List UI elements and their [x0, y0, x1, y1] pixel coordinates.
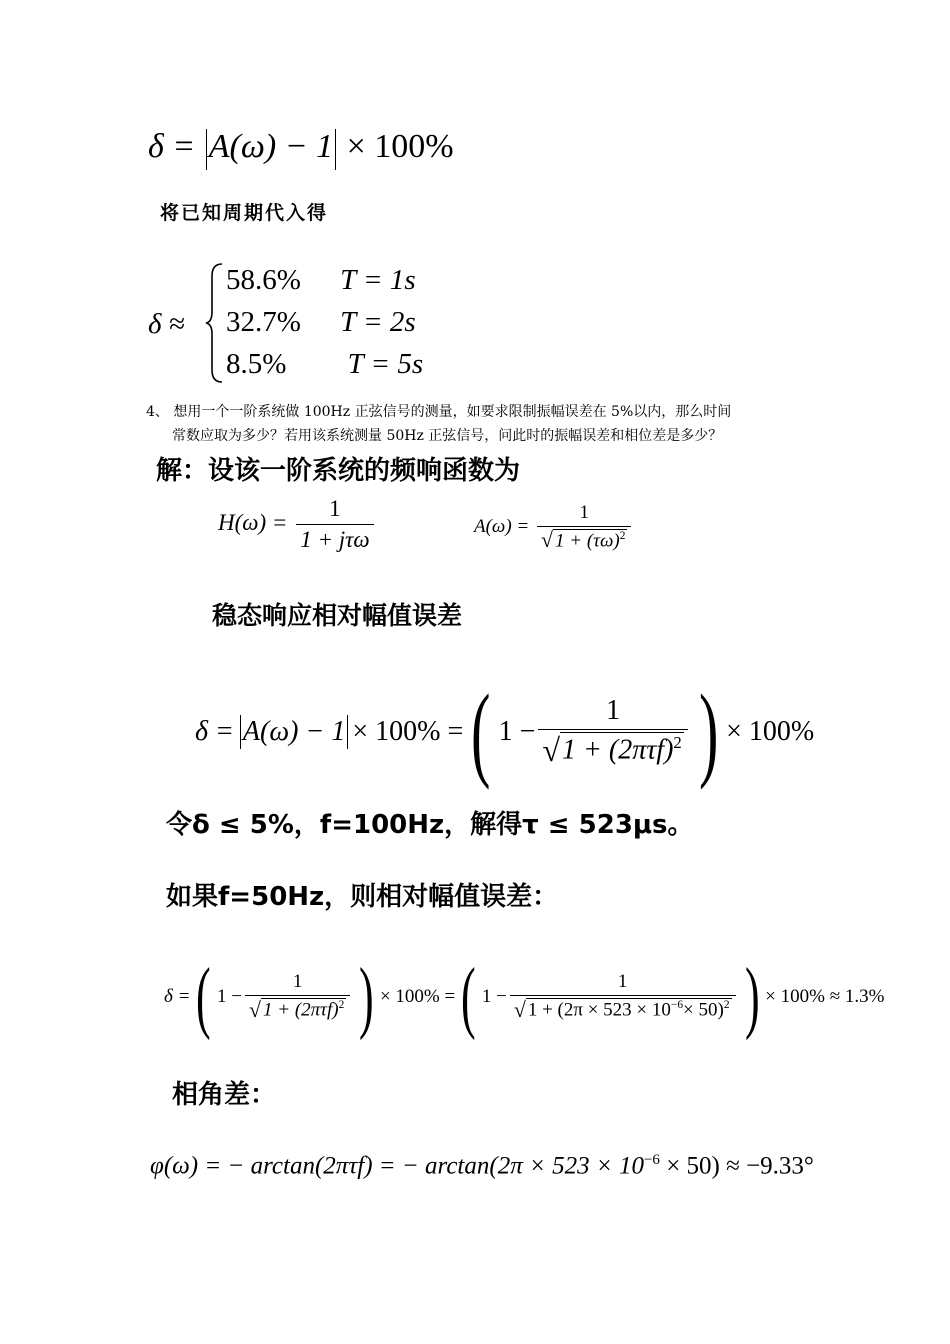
cases-row-3 [226, 348, 423, 381]
delta-denominator [538, 729, 687, 769]
delta-mid: × 100% = [352, 716, 464, 747]
eq1-body: A(ω) − 1 [208, 128, 334, 165]
f50-sqrt-1: √ $1 + (2\pi\tau f)^2$ [249, 997, 345, 1022]
f50-exponent-1: 2 [338, 999, 345, 1012]
cases-lhs: δ ≈ [148, 308, 185, 340]
case-condition: T = 2s [340, 306, 416, 338]
abs-bar-left [240, 715, 241, 749]
H-numerator: 1 [329, 496, 341, 521]
A-exponent: 2 [619, 530, 626, 542]
eq1-tail: × 100% [346, 128, 454, 165]
left-paren: ( [461, 953, 476, 1041]
H-lhs: H(ω) = [218, 509, 288, 535]
f50-lhs: δ = [164, 986, 191, 1007]
note-substitute: 将已知周期代入得 [160, 202, 329, 224]
abs-bar-right [335, 129, 336, 170]
delta-abs-body: A(ω) − 1 [242, 716, 346, 747]
A-sqrt: √ $1 + (\tau\omega)^2$ [541, 528, 626, 553]
right-paren: ) [698, 673, 719, 790]
A-radicand: 1 + (τω) [555, 530, 620, 552]
delta-equation [195, 673, 815, 790]
A-fraction [537, 502, 631, 553]
f50-equation [164, 953, 885, 1041]
right-paren: ) [359, 953, 374, 1041]
f50-denominator-2 [510, 995, 736, 1022]
f50-tail: × 100% ≈ 1.3% [765, 986, 885, 1007]
f50-radicand-2: 1 + (2π × 523 × 10 [527, 999, 671, 1021]
A-formula [474, 502, 634, 553]
H-formula [218, 496, 377, 553]
f50-mid: × 100% = [379, 986, 456, 1007]
abs-bar-left [206, 129, 207, 170]
question-number: 4、 [146, 404, 169, 420]
solution-intro: 解：设该一阶系统的频响函数为 [156, 456, 521, 486]
f50-exponent-2: 2 [723, 999, 730, 1012]
phase-exponent: −6 [643, 1152, 660, 1168]
question-text-1: 想用一个一阶系统做 100Hz 正弦信号的测量，如要求限制振幅误差在 5%以内，那么时间 [173, 404, 732, 420]
f50-fraction-1 [245, 971, 350, 1022]
cases-brace [204, 262, 224, 384]
A-denominator [537, 526, 631, 553]
case-value: 32.7% [226, 306, 301, 338]
f50-numerator-1: 1 [292, 971, 303, 993]
case-condition: T = 5s [347, 348, 424, 380]
f50-line: 如果f=50Hz，则相对幅值误差： [166, 882, 559, 912]
cases-row-2 [226, 306, 416, 339]
f50-radicand-1: 1 + (2πτf) [263, 999, 339, 1021]
delta-radicand: 1 + (2πτf) [562, 734, 674, 766]
right-paren: ) [744, 953, 760, 1041]
case-condition: T = 1s [340, 264, 416, 296]
delta-sqrt: √ $1 + (2\pi\tau f)^2$ [542, 732, 682, 769]
question-line-2: 常数应取为多少？若用该系统测量 50Hz 正弦信号，问此时的振幅误差和相位差是多少？ [172, 428, 723, 444]
phase-equation [150, 1152, 814, 1180]
delta-fraction [538, 695, 687, 769]
f50-sqrt-2: √ $1 + (2\pi \times 523 \times 10^{-6}\times 50)^2$ [513, 997, 730, 1022]
steady-title: 稳态响应相对幅值误差 [212, 601, 463, 630]
phase-part-1: φ(ω) = − arctan(2πτf) = − arctan(2π × 523 × 10 [150, 1152, 644, 1180]
f50-denominator-1 [245, 995, 350, 1022]
f50-exponent-neg6: −6 [670, 999, 684, 1012]
A-lhs: A(ω) = [474, 516, 530, 538]
delta-one: 1 − [498, 716, 536, 747]
question-4 [146, 400, 731, 448]
f50-radicand-tail: × 50) [683, 999, 724, 1021]
delta-exponent: 2 [673, 732, 682, 752]
cases-row-1 [226, 264, 416, 297]
f50-one-2: 1 − [481, 986, 507, 1007]
f50-fraction-2 [510, 971, 736, 1022]
phase-title: 相角差： [172, 1080, 277, 1110]
amplitude-error-equation [148, 128, 454, 170]
case-value: 8.5% [226, 348, 287, 380]
result-line: 令δ ≤ 5%，f=100Hz，解得τ ≤ 523μs。 [166, 810, 694, 840]
question-line-1 [146, 400, 731, 424]
delta-numerator: 1 [606, 694, 621, 726]
abs-bar-right [347, 715, 348, 749]
delta-tail: × 100% [726, 716, 815, 747]
H-fraction [296, 496, 373, 553]
H-denominator: 1 + jτω [296, 524, 373, 553]
case-value: 58.6% [226, 264, 301, 296]
delta-lhs: δ = [195, 716, 234, 747]
phase-part-2: × 50) ≈ −9.33° [666, 1152, 814, 1180]
left-paren: ( [196, 953, 212, 1041]
eq1-lhs: δ = [148, 128, 196, 165]
f50-one: 1 − [217, 986, 243, 1007]
f50-numerator-2: 1 [617, 971, 628, 993]
left-paren: ( [471, 673, 491, 790]
A-numerator: 1 [579, 502, 589, 523]
